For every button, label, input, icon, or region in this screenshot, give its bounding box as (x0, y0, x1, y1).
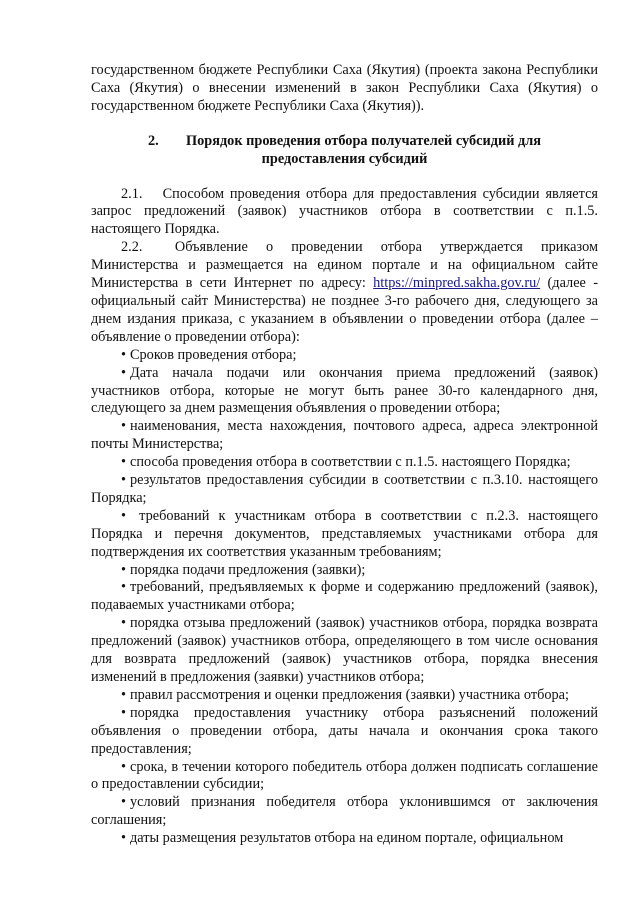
bullet-icon: • (121, 472, 127, 489)
bullet-icon: • (121, 454, 127, 471)
paragraph-2-2-text: 2.2. Объявление о проведении отбора утверждается приказом Министерства и размещается на едином портале и на официальном сайте Министерства в сети Интернет по адресу: (91, 239, 598, 292)
list-item-text: порядка отзыва предложений (заявок) участников отбора, порядка возврата предложений (заявок) участников отбора, определяющего в том числе основания для возврата предложений (заявок) участников отбора, порядка внесения изменений в предложения (заявки) участников отбора; (91, 615, 598, 685)
list-item-text: срока, в течении которого победитель отбора должен подписать соглашение о предоставлении субсидии; (91, 758, 598, 793)
list-item (91, 705, 598, 759)
list-item (91, 347, 598, 365)
list-item (91, 472, 598, 508)
bullet-icon: • (121, 830, 127, 847)
bullet-icon: • (121, 758, 127, 775)
bullet-icon: • (121, 418, 127, 435)
ministry-website-link[interactable]: https://minpred.sakha.gov.ru/ (373, 275, 541, 292)
bullet-icon: • (121, 579, 127, 596)
bullet-icon: • (121, 794, 127, 811)
list-item (91, 418, 598, 454)
list-item-text: Сроков проведения отбора; (130, 346, 297, 363)
paragraph-2-2-continuation: (далее - официальный сайт Министерства) не позднее 3-го рабочего дня, следующего за днем издания приказа, с указанием в объявлении о проведении отбора (далее – объявление о проведении отбора): (91, 275, 598, 345)
list-item (91, 687, 598, 705)
bullet-list (91, 347, 598, 848)
list-item (91, 508, 598, 562)
list-item-text: порядка подачи предложения (заявки); (130, 561, 366, 578)
bullet-icon: • (121, 561, 127, 578)
list-item-text: Дата начала подачи или окончания приема предложений (заявок) участников отбора, которые не могут быть ранее 30-го календарного дня, следующего за днем размещения объявления о проведении отбора; (91, 364, 598, 417)
section-number: 2. (147, 132, 159, 149)
list-item-text: требований к участникам отбора в соответствии с п.2.3. настоящего Порядка и перечня документов, представляемых участниками отбора для подтверждения их соответствия указанным требованиям; (91, 507, 598, 560)
bullet-icon: • (121, 615, 127, 632)
section-heading (91, 133, 598, 169)
list-item-text: правил рассмотрения и оценки предложения (заявки) участника отбора; (130, 686, 569, 703)
list-item (91, 830, 598, 848)
paragraph-2-1: 2.1. Способом проведения отбора для предоставления субсидии является запрос предложений (заявок) участников отбора в соответствии с п.1.5. настоящего Порядка. (91, 185, 598, 238)
list-item (91, 579, 598, 615)
list-item-text: даты размещения результатов отбора на едином портале, официальном (130, 830, 564, 847)
list-item-text: наименования, места нахождения, почтового адреса, адреса электронной почты Министерства; (91, 418, 598, 453)
intro-paragraph: государственном бюджете Республики Саха (Якутия) (проекта закона Республики Саха (Якутия) о внесении изменений в закон Республики Саха (Якутия) о государственном бюджете Республики Саха (Якутия)). (91, 62, 598, 114)
bullet-icon: • (121, 364, 127, 381)
bullet-icon: • (121, 686, 127, 703)
bullet-icon: • (121, 704, 127, 721)
list-item (91, 454, 598, 472)
list-item-text: требований, предъявляемых к форме и содержанию предложений (заявок), подаваемых участниками отбора; (91, 579, 598, 614)
list-item (91, 794, 598, 830)
list-item-text: способа проведения отбора в соответствии с п.1.5. настоящего Порядка; (130, 454, 571, 471)
list-item-text: условий признания победителя отбора уклонившимся от заключения соглашения; (91, 794, 598, 829)
list-item (91, 562, 598, 580)
bullet-icon: • (121, 346, 127, 363)
list-item (91, 759, 598, 795)
list-item-text: результатов предоставления субсидии в соответствии с п.3.10. настоящего Порядка; (91, 472, 598, 506)
bullet-icon: • (121, 507, 127, 524)
section-title: Порядок проведения отбора получателей субсидий для предоставления субсидий (185, 132, 541, 167)
paragraph-2-2 (91, 239, 598, 346)
list-item (91, 365, 598, 419)
document-body (91, 62, 598, 848)
list-item (91, 615, 598, 687)
list-item-text: порядка предоставления участнику отбора разъяснений положений объявления о проведении отбора, даты начала и окончания срока такого предоставления; (91, 704, 598, 757)
